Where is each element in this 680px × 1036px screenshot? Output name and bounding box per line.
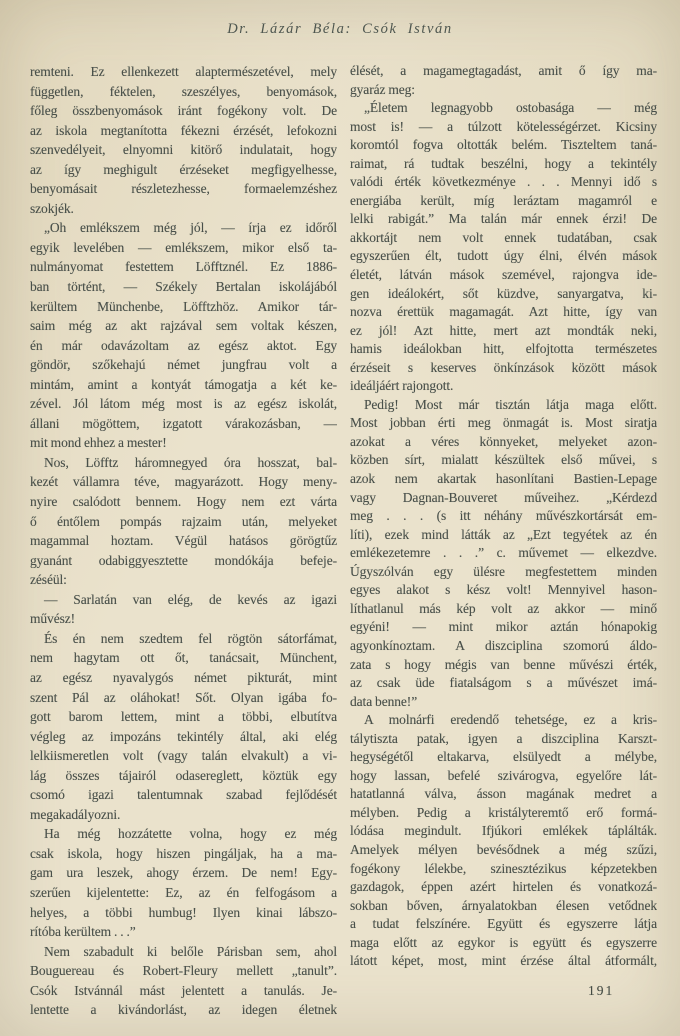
text-line: a tudat felszínére. Együtt és egyszerre látja <box>350 916 657 932</box>
text-line: egyszerűen élt, tudott úgy élni, élvén mások <box>350 248 657 264</box>
text-line: gen ideálokért, sőt küzdve, sanyargatva, ki- <box>350 285 657 301</box>
text-line: helyes, a többi humbug! Ilyen kinai lábszo- <box>30 904 337 920</box>
text-line: életét, látván mások szemével, rajongva ide- <box>350 267 657 283</box>
text-line: ideáljáért rajongott. <box>350 378 454 394</box>
text-line: tálytiszta patak, igyen a diszciplina Karszt- <box>350 730 657 746</box>
text-line: gam ura leszek, ahogy érzem. De nem! Egy- <box>30 865 337 881</box>
text-line: szent Pál az oláhokat! Sőt. Olyan igába fo- <box>30 689 337 705</box>
text-line: lódása megindult. Ifjúkori emlékek táplálták. <box>350 823 657 839</box>
text-line: zével. Jól látom még most is az egész iskolát, <box>30 396 337 412</box>
text-line: sokban bőven, árnyalatokban élesen vetődnek <box>350 897 657 913</box>
text-line: látott képet, most, mint érzése által átformált, <box>350 953 657 969</box>
text-line: mintám, amint a kontyát támogatja a két ke- <box>30 376 337 392</box>
text-line: kerültem Münchenbe, Löfftzhöz. Amikor tár- <box>30 298 337 314</box>
page-number: 191 <box>588 983 615 998</box>
text-line: nem hagytam ott őt, tanácsait, Münchent, <box>30 650 337 666</box>
text-line: érzéseit s keserves önkínzások között mások <box>350 359 657 375</box>
text-line: nulmányomat festettem Löfftznél. Ez 1886- <box>30 259 337 275</box>
text-line: lelkiismeretlen volt (vagy talán elvakult) a vi- <box>30 748 337 764</box>
text-line: csak iskola, hogy hiszen pingáljak, ha a ma- <box>30 845 337 861</box>
text-line: lentette a kivándorlást, az idegen életnek <box>30 1002 337 1018</box>
text-line: agyonkínoztam. A diszciplina szomorú áldo- <box>350 637 657 653</box>
text-line: gazdagok, éppen azért hirtelen és vonatkozá- <box>350 879 657 895</box>
text-line: akkortájt nem volt ennek tudatában, csak <box>350 229 657 245</box>
text-line: az egész nyavalygós német pikturát, mint <box>30 669 337 685</box>
text-line: lág összes tájairól odasereglett, köztük egy <box>30 767 337 783</box>
text-line: művész! <box>30 611 76 627</box>
text-line: csomó igazi talentumnak szabad fejlődését <box>30 787 337 803</box>
text-line: azokat a véres könnyeket, melyeket azon- <box>350 433 657 449</box>
text-line: gott barom lettem, mint a többi, elbutítva <box>30 709 337 725</box>
text-line: gyanánt odabiggyesztette mondókája befeje- <box>30 552 337 568</box>
text-line: Nos, Löfftz háromnegyed óra hosszat, bal- <box>44 454 337 470</box>
text-line: ez jól! Azt hitte, mert azt mondták neki, <box>350 322 657 338</box>
text-line: remteni. Ez ellenkezett alaptermészetével, mely <box>30 64 337 79</box>
text-line: magammal hoztam. Végül hatásos görögtűz <box>30 533 337 549</box>
text-line: nyire csalódott bennem. Hogy nem ezt várta <box>30 494 337 510</box>
text-line: rítóba kerültem . . .” <box>30 924 136 940</box>
text-line: lelki rabigát.” Ma talán már ennek érzi! De <box>350 211 657 227</box>
text-line: zéséül: <box>30 572 67 588</box>
text-line: maga előtt az egykor is együtt és egyszerre <box>350 934 657 950</box>
text-line: És én nem szedtem fel rögtön sátorfámat, <box>44 630 337 646</box>
text-line: közben sírt, mialatt készültek első művei, s <box>350 452 657 468</box>
text-line: data benne!” <box>350 693 418 709</box>
text-line: hamis ideálokban hitt, elfojtotta természetes <box>350 341 657 357</box>
text-line: szerűen kijelentette: Ez, az én felfogásom a <box>30 884 337 900</box>
text-line: az csak üde fiatalságom s a művészet imá- <box>350 675 657 691</box>
text-line: ban történt, — Székely Bertalan iskolájából <box>30 279 337 295</box>
text-line: főleg összbenyomások iránt fogékony volt. De <box>30 103 337 119</box>
text-line: benyomásait részletezhesse, formaelemzéshez <box>30 181 337 197</box>
text-line: az így meghigult érzéseket megfigyelhesse, <box>30 161 337 177</box>
text-line: független, féktelen, szeszélyes, benyomások, <box>30 83 337 99</box>
text-line: azok nem akartak hasonlítani Bastien-Lepage <box>350 471 657 487</box>
left-column <box>30 62 337 1020</box>
text-line: mit mond ehhez a mester! <box>30 435 167 451</box>
text-line: most is! — a túlzott kötelességérzet. Kicsiny <box>350 118 657 134</box>
text-line: Bouguereau és Robert-Fleury mellett „tanult”. <box>30 963 337 979</box>
text-line: hegységétől eltakarva, elsülyedt a mélybe, <box>350 749 657 765</box>
text-line: egyes alakot s kész volt! Mennyivel hason- <box>350 582 657 598</box>
text-line: göndör, szőkehajú német jungfrau volt a <box>30 357 337 373</box>
text-line: koromtól fogva oltották belém. Tiszteltem taná- <box>350 137 657 153</box>
text-line: fogékony lélekbe, szinesztézikus képzetekben <box>350 860 657 876</box>
text-line: egyéni! — mint mikor aztán hónapokig <box>350 619 657 635</box>
text-line: nozva érettük magamagát. Azt hitte, így van <box>350 304 657 320</box>
text-line: ő éntőlem pompás rajzaim után, melyeket <box>30 513 337 529</box>
text-line: állani mögöttem, izgatott várakozásban, — <box>30 415 337 431</box>
text-line: Pedig! Most már tisztán látja maga előtt. <box>364 396 657 412</box>
text-line: szokjék. <box>30 200 74 216</box>
text-line: megakadályozni. <box>30 806 121 822</box>
running-header: Dr. Lázár Béla: Csók István <box>227 21 453 37</box>
text-line: hatatlanná válva, ásson magának medret a <box>350 786 657 802</box>
text-line: egyik levelében — emlékszem, mikor első ta- <box>30 239 337 255</box>
text-line: hogy lassan, befelé szivárogva, egyelőre lát- <box>350 767 657 783</box>
text-line: meg . . . (s itt néhány művészkortársát em- <box>350 508 657 524</box>
text-line: — Sarlatán van elég, de kevés az igazi <box>44 591 337 607</box>
text-columns <box>0 38 680 1020</box>
text-line: mélyben. Pedig a kristályteremtő erő formá- <box>350 804 657 820</box>
text-line: líti), ezek mind látták az „Ezt tegyétek az én <box>350 526 657 542</box>
text-line: szenvedélyeit, elnyomni kitörő indulatait, hogy <box>30 142 337 158</box>
text-line: energiába került, míg leráztam magamról e <box>350 192 657 208</box>
text-line: kezét vállamra téve, magyarázott. Hogy meny- <box>30 474 337 490</box>
text-line: Ha még hozzátette volna, hogy ez még <box>44 826 337 842</box>
text-line: líthatlanul más kép volt az akkor — minő <box>350 600 657 616</box>
text-line: raimat, rá tudtak beszélni, hogy a tekintély <box>350 155 657 171</box>
text-line: Úgyszólván egy ülésre megfestettem minden <box>350 563 657 579</box>
right-column <box>350 62 657 1020</box>
text-line: emlékezetemre . . .” c. művemet — elkezdve. <box>350 545 657 561</box>
text-line: Amelyek mélyen bevésődnek a még szűzi, <box>350 841 657 857</box>
text-line: A molnárfi eredendő tehetsége, ez a kris- <box>364 712 657 728</box>
text-line: valódi érték következménye . . . Mennyi idő s <box>350 174 657 190</box>
text-line: gyaráz meg: <box>350 81 415 97</box>
text-line: vagy Dagnan-Bouveret műveihez. „Kérdezd <box>350 489 657 505</box>
text-line: végleg az impozáns tekintély által, aki elég <box>30 728 337 744</box>
text-line: élését, a magamegtagadást, amit ő így ma- <box>350 63 657 78</box>
text-line: „Oh emlékszem még jól, — írja ez időről <box>44 220 337 236</box>
text-line: az iskola megtanította fékezni érzését, lefokozni <box>30 122 337 138</box>
text-line: „Életem legnagyobb ostobasága — még <box>364 100 657 116</box>
text-line: Most jobban érti meg önmagát is. Most siratja <box>350 415 657 431</box>
text-line: zata s hogy mégis van benne művészi érték, <box>350 656 657 672</box>
text-line: én már odavázoltam az egész aktot. Egy <box>30 337 337 353</box>
text-line: saim még az akt rajzával sem voltak készen, <box>30 318 337 334</box>
text-line: Csók Istvánnál mást jelentett a tanulás. Je- <box>30 982 337 998</box>
text-line: Nem szabadult ki belőle Párisban sem, ahol <box>44 943 337 959</box>
